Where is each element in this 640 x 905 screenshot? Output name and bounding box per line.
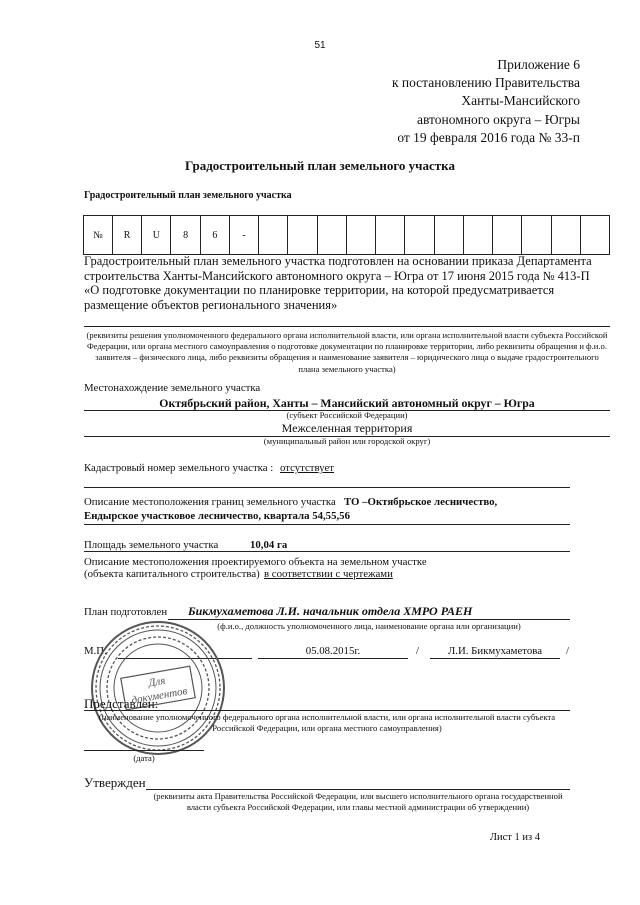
plan-number-cell bbox=[463, 216, 492, 255]
plan-number-cell: 8 bbox=[171, 216, 200, 255]
stamp-place-label: М.П. bbox=[84, 645, 107, 657]
submitted-underline bbox=[84, 710, 570, 711]
object-label-2: (объекта капитального строительства) bbox=[84, 568, 260, 580]
location-value: Октябрьский район, Ханты – Мансийский автономный округ – Югра bbox=[159, 396, 535, 410]
prepared-caption: (ф.и.о., должность уполномоченного лица, наименование органа или организации) bbox=[217, 621, 521, 631]
plan-number-cell: U bbox=[142, 216, 171, 255]
cadastral-value: отсутствует bbox=[280, 462, 335, 474]
plan-number-cell: R bbox=[113, 216, 142, 255]
plan-number-cell bbox=[288, 216, 317, 255]
basis-underline bbox=[84, 326, 610, 327]
stamp-label-line-1: Для bbox=[147, 674, 167, 690]
prepared-date: 05.08.2015г. bbox=[305, 645, 361, 657]
basis-text: Градостроительный план земельного участка подготовлен на основании приказа Департамента строительства Ханты-Мансийского автономного округа – Югра от 17 июня 2015 года № 413-П «О подготовке документации по планировке территории, на которой предусматривается размещение объектов регионального значения» bbox=[84, 254, 592, 312]
boundary-value-1: ТО –Октябрьское лесничество, bbox=[344, 496, 498, 508]
stamp-label-line-2: документов bbox=[130, 685, 189, 707]
slash-left: / bbox=[416, 645, 419, 657]
slash-right: / bbox=[566, 645, 569, 657]
appendix-line: Ханты-Мансийского bbox=[461, 93, 580, 109]
prepared-value: Бикмухаметова Л.И. начальник отдела ХМРО РАЕН bbox=[188, 604, 473, 618]
plan-number-cell bbox=[493, 216, 522, 255]
prepared-label: План подготовлен bbox=[84, 606, 168, 618]
page-number: 51 bbox=[314, 40, 326, 51]
municipal-area-value: Межселенная территория bbox=[281, 421, 413, 435]
plan-number-cell: № bbox=[84, 216, 113, 255]
plan-number-table bbox=[83, 215, 610, 255]
plan-number-cell bbox=[434, 216, 463, 255]
area-label: Площадь земельного участка bbox=[84, 539, 219, 551]
boundary-label: Описание местоположения границ земельного участка bbox=[84, 496, 336, 508]
submitted-label: Представлен: bbox=[84, 696, 159, 711]
municipal-area-caption: (муниципальный район или городской округ) bbox=[263, 436, 431, 446]
section-subheading: Градостроительный план земельного участка bbox=[84, 190, 292, 201]
appendix-line: автономного округа – Югры bbox=[417, 111, 580, 127]
document-title: Градостроительный план земельного участка bbox=[185, 158, 455, 173]
preparer-name: Л.И. Бикмухаметова bbox=[447, 645, 543, 657]
plan-number-cell bbox=[522, 216, 551, 255]
appendix-block bbox=[392, 56, 580, 147]
object-label-1: Описание местоположения проектируемого объекта на земельном участке bbox=[84, 556, 427, 568]
cadastral-label: Кадастровый номер земельного участка : bbox=[84, 462, 274, 474]
date-underline bbox=[258, 658, 408, 659]
approved-underline bbox=[146, 789, 570, 790]
appendix-line: к постановлению Правительства bbox=[391, 75, 580, 91]
plan-number-row bbox=[84, 216, 610, 255]
plan-number-cell bbox=[259, 216, 288, 255]
submitted-date-caption: (дата) bbox=[133, 753, 155, 763]
boundary-underline bbox=[84, 524, 570, 525]
object-value: в соответствии с чертежами bbox=[264, 568, 393, 580]
plan-number-cell bbox=[317, 216, 346, 255]
organization-stamp bbox=[88, 618, 228, 758]
boundary-value-2: Ендырское участковое лесничество, квартала 54,55,56 bbox=[84, 510, 350, 522]
name-underline bbox=[430, 658, 560, 659]
plan-number-cell bbox=[376, 216, 405, 255]
cadastral-underline bbox=[84, 487, 570, 488]
location-subject-caption: (субъект Российской Федерации) bbox=[286, 410, 408, 420]
appendix-line: Приложение 6 bbox=[497, 57, 580, 72]
prepared-underline bbox=[168, 619, 570, 620]
sheet-number: Лист 1 из 4 bbox=[489, 832, 540, 843]
area-underline bbox=[84, 551, 570, 552]
submitted-caption: (наименование уполномоченного федерального органа исполнительной власти, или органа исполнительной власти субъекта Российской Федерации, или органа местного самоуправления) bbox=[98, 712, 556, 734]
approved-caption: (реквизиты акта Правительства Российской Федерации, или высшего исполнительного органа государственной власти субъекта Российской Федерации, или главы местной администрации об утверждении) bbox=[153, 791, 563, 813]
approved-label: Утвержден bbox=[84, 775, 146, 790]
area-value: 10,04 га bbox=[250, 539, 288, 551]
location-label: Местонахождение земельного участка bbox=[84, 382, 261, 394]
plan-number-cell bbox=[346, 216, 375, 255]
plan-number-cell: - bbox=[229, 216, 258, 255]
plan-number-cell bbox=[580, 216, 609, 255]
plan-number-cell bbox=[551, 216, 580, 255]
plan-number-cell: 6 bbox=[200, 216, 229, 255]
basis-caption: (реквизиты решения уполномоченного федерального органа исполнительной власти, или органа исполнительной власти субъекта Российской Федерации, или органа местного самоуправления о подготовке документации по планировке территории, либо реквизиты обращения и ф.и.о. заявителя – физического лица, либо реквизиты обращения и наименование заявителя – юридического лица о выдаче градостроительного плана земельного участка) bbox=[86, 330, 608, 374]
plan-number-cell bbox=[405, 216, 434, 255]
appendix-line: от 19 февраля 2016 года № 33-п bbox=[397, 129, 580, 145]
submitted-date-line bbox=[84, 750, 204, 751]
